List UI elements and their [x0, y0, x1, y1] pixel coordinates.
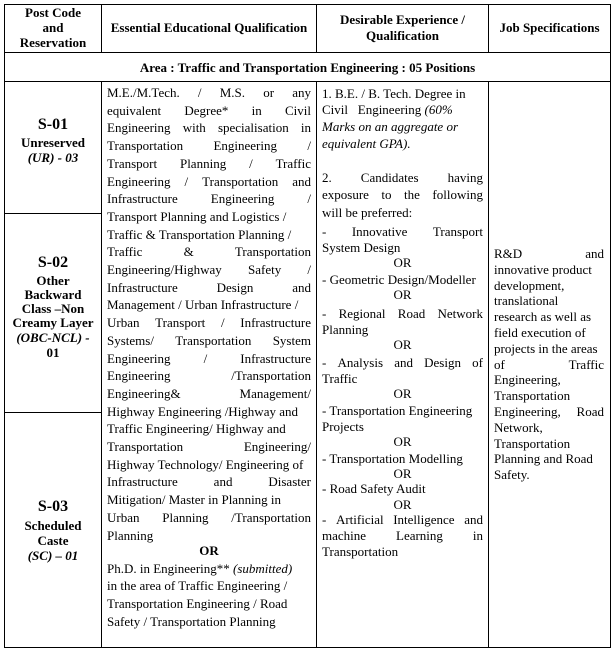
- desirable-item-word: -: [322, 512, 327, 527]
- post-s03-line2: Caste: [37, 533, 69, 548]
- essential-line-word: Engineering/: [243, 439, 311, 454]
- desirable-1-line4: equivalent GPA).: [322, 136, 411, 151]
- desirable-2-line1-word: Candidates: [360, 170, 419, 185]
- essential-line: [107, 209, 286, 225]
- desirable-item: [322, 355, 483, 371]
- desirable-item-word: -: [322, 355, 327, 370]
- essential-line: [107, 404, 298, 420]
- desirable-item: [322, 481, 426, 497]
- essential-line-word: Infrastructure: [107, 474, 178, 489]
- essential-line-word: /: [249, 156, 253, 171]
- phd-text: Ph.D. in Engineering**: [107, 561, 234, 576]
- essential-line-word: and: [292, 174, 311, 189]
- job-spec-line: [494, 325, 586, 341]
- essential-line-word: Urban: [107, 510, 140, 525]
- desirable-item-cont: [322, 528, 483, 544]
- area-title: Area : Traffic and Transportation Engineering : 05 Positions: [139, 60, 476, 75]
- desirable-item-word: - Transportation Modelling: [322, 451, 463, 466]
- essential-line: [107, 474, 311, 490]
- essential-line: [107, 138, 311, 154]
- phd-submitted: (submitted): [233, 561, 293, 576]
- job-spec-line-word: translational: [494, 293, 559, 309]
- essential-line-word: /: [184, 174, 189, 189]
- essential-line-word: Traffic & Transportation Planning /: [107, 227, 292, 242]
- desirable-item-word: Innovative: [351, 224, 408, 239]
- border-right: [610, 4, 611, 648]
- desirable-item-word: - Road Safety Audit: [322, 481, 426, 496]
- desirable-1-line1: 1. B.E. / B. Tech. Degree in: [322, 86, 466, 101]
- desirable-or: OR: [393, 255, 412, 270]
- job-spec-line: [494, 278, 564, 294]
- essential-line-word: and: [213, 474, 233, 489]
- essential-line-word: /: [203, 351, 208, 366]
- essential-line: [107, 85, 311, 101]
- essential-line-word: Engineering: [107, 351, 171, 366]
- header-job-spec: Job Specifications: [499, 20, 600, 35]
- col-divider-1b: [101, 81, 102, 648]
- essential-line-word: Infrastructure: [107, 191, 178, 206]
- desirable-item: [322, 306, 483, 322]
- essential-line: [107, 421, 286, 437]
- post-s02-line2: Backward: [24, 287, 82, 302]
- essential-line-word: Management / Urban Infrastructure /: [107, 297, 299, 312]
- essential-line-word: Transportation: [107, 138, 184, 153]
- essential-line: [107, 510, 311, 526]
- desirable-2-line2: [322, 187, 483, 203]
- essential-line: [107, 315, 311, 331]
- essential-line-word: Transport Planning and Logistics /: [107, 209, 287, 224]
- job-spec-line-word: Transportation: [494, 435, 571, 451]
- essential-line-word: Transportation: [202, 174, 279, 189]
- desirable-item-word: Regional: [338, 306, 386, 321]
- essential-line: [107, 103, 311, 119]
- desirable-1-line2: [322, 102, 453, 118]
- job-spec-line-word: innovative product: [494, 261, 592, 277]
- desirable-item-cont: [322, 322, 368, 338]
- essential-line-word: /Transportation: [231, 510, 311, 525]
- desirable-1-line3: Marks on an aggregate or: [322, 119, 459, 134]
- essential-line-word: Transportation: [107, 439, 184, 454]
- desirable-item-word: - Geometric Design/Modeller: [322, 272, 476, 287]
- area-bottom-line: [4, 81, 611, 82]
- essential-line-word: Engineering/Highway: [107, 262, 222, 277]
- essential-line-word: and: [292, 280, 311, 295]
- essential-line: [107, 191, 311, 207]
- essential-line-word: /: [307, 262, 311, 277]
- job-spec-line-word: Planning and Road: [494, 451, 593, 467]
- desirable-2-line2-word: the: [404, 187, 420, 202]
- essential-line-word: in: [251, 103, 262, 118]
- job-spec-line: [494, 357, 604, 373]
- essential-line-word: Systems/: [107, 333, 154, 348]
- phd-line3: Transportation Engineering / Road: [107, 596, 288, 611]
- essential-line-word: Traffic: [275, 156, 311, 171]
- essential-line-word: Highway Engineering /Highway and: [107, 404, 298, 419]
- essential-line: [107, 351, 311, 367]
- essential-line: [107, 368, 311, 384]
- essential-line-word: /: [220, 315, 225, 330]
- desirable-item-word: -: [322, 224, 327, 239]
- post-s02-line1: Other: [36, 273, 70, 288]
- essential-or: OR: [199, 543, 219, 558]
- post-code-s03: S-03: [37, 498, 69, 515]
- desirable-item-word: - Transportation Engineering: [322, 403, 473, 418]
- essential-line-word: Management/: [239, 386, 311, 401]
- essential-line-word: /: [307, 191, 311, 206]
- essential-line-word: Safety: [247, 262, 282, 277]
- essential-line-word: Mitigation/ Master in Planning in: [107, 492, 282, 507]
- post-s01-line1: Unreserved: [20, 135, 86, 150]
- essential-line-word: any: [292, 85, 311, 100]
- desirable-item-cont: [322, 240, 400, 256]
- desirable-or: OR: [393, 386, 412, 401]
- job-spec-line: [494, 246, 604, 262]
- desirable-item-word: of: [472, 355, 483, 370]
- essential-line-word: /: [307, 138, 311, 153]
- essential-line: [107, 528, 153, 544]
- essential-line-word: Civil: [284, 103, 311, 118]
- job-spec-line-word: projects in the areas: [494, 340, 598, 356]
- essential-line-word: Infrastructure: [240, 351, 311, 366]
- desirable-item: [322, 403, 472, 419]
- col-divider-3b: [488, 81, 489, 648]
- essential-line-word: Infrastructure: [107, 280, 178, 295]
- header-desirable-line1: Desirable Experience /: [340, 12, 465, 27]
- essential-line: [107, 120, 311, 136]
- phd-line2: in the area of Traffic Engineering /: [107, 578, 288, 593]
- job-spec-line-word: Engineering,: [494, 372, 561, 388]
- desirable-2-line2-word: following: [432, 187, 483, 202]
- post-s03-line1: Scheduled: [24, 518, 82, 533]
- job-spec-line-word: Safety.: [494, 467, 530, 483]
- post-s02-line3: Class –Non: [21, 301, 85, 316]
- essential-line-word: Engineering: [107, 368, 171, 383]
- job-spec-line-word: Engineering,: [494, 404, 561, 419]
- essential-line: [107, 280, 311, 296]
- job-spec-line: [494, 420, 543, 436]
- desirable-item-word: and: [464, 512, 483, 527]
- job-spec-line: [494, 309, 591, 325]
- desirable-item-word: Transport: [432, 224, 483, 239]
- desirable-item-word: Intelligence: [393, 512, 455, 527]
- essential-line-word: Traffic Engineering/ Highway and: [107, 421, 286, 436]
- desirable-2-line1: [322, 170, 483, 186]
- desirable-item: [322, 451, 463, 467]
- job-spec-line-word: research as well as: [494, 309, 592, 325]
- essential-line: [107, 386, 311, 402]
- desirable-2-line3-word: will be preferred:: [322, 205, 413, 220]
- desirable-2-line1-word: having: [447, 170, 483, 185]
- essential-line-word: Engineering: [213, 138, 277, 153]
- post-s02-line6: 01: [46, 345, 60, 360]
- post-row-divider-1: [4, 213, 102, 214]
- essential-line: [107, 492, 281, 508]
- desirable-item-cont-word: Learning: [396, 528, 443, 543]
- essential-line: [107, 262, 311, 278]
- essential-line-word: or: [263, 85, 275, 100]
- desirable-2-line3: [322, 205, 412, 221]
- header-post-code-line1: Post Code: [25, 5, 81, 20]
- job-spec-line-word: Network,: [494, 419, 543, 435]
- essential-line-word: specialisation: [217, 120, 289, 135]
- essential-line-word: /: [197, 85, 202, 100]
- desirable-item-cont: [322, 371, 357, 387]
- desirable-item-cont: [322, 544, 398, 560]
- job-spec-line: [494, 467, 530, 483]
- job-spec-line-word: and: [585, 246, 604, 261]
- desirable-item-cont-word: Transportation: [322, 544, 399, 559]
- desirable-item: [322, 512, 483, 528]
- essential-line: [107, 457, 303, 473]
- job-spec-line: [494, 372, 561, 388]
- desirable-item-cont-word: System Design: [322, 240, 401, 255]
- essential-line-word: Disaster: [268, 474, 311, 489]
- col-divider-2b: [316, 81, 317, 648]
- essential-line-word: Infrastructure: [240, 315, 311, 330]
- phd-line4: Safety / Transportation Planning: [107, 614, 276, 629]
- job-spec-line: [494, 404, 604, 420]
- desirable-item-word: Artificial: [335, 512, 384, 527]
- desirable-item-cont-word: Planning: [322, 322, 369, 337]
- post-s03-line3: (SC) – 01: [27, 548, 79, 563]
- job-spec-line-word: of: [494, 356, 505, 372]
- essential-line-word: Planning: [162, 510, 209, 525]
- desirable-1-civil: Civil Engineering: [322, 102, 425, 117]
- essential-line-word: Engineering: [107, 174, 171, 189]
- essential-line-word: Engineering&: [107, 386, 181, 401]
- job-spec-line-word: Traffic: [568, 356, 604, 372]
- post-s02-line5: (OBC-NCL) -: [16, 330, 90, 345]
- header-post-code-line3: Reservation: [19, 35, 87, 50]
- job-spec-line-word: field execution of: [494, 325, 586, 340]
- essential-line-word: &: [183, 244, 194, 259]
- essential-line-word: Engineering: [107, 120, 171, 135]
- essential-line-word: Traffic: [107, 244, 143, 259]
- job-spec-line-word: R&D: [494, 246, 523, 261]
- essential-line: [107, 439, 311, 455]
- job-spec-line: [494, 262, 592, 278]
- job-spec-line: [494, 451, 593, 467]
- essential-line-word: Degree*: [184, 103, 229, 118]
- essential-line-word: equivalent: [107, 103, 162, 118]
- desirable-item-word: Road: [397, 306, 426, 321]
- desirable-or: OR: [393, 337, 412, 352]
- desirable-item-cont-word: Traffic: [322, 371, 358, 386]
- job-spec-line-word: development,: [494, 277, 565, 293]
- job-spec-line: [494, 341, 598, 357]
- post-s02-line4: Creamy Layer: [12, 315, 94, 330]
- desirable-item-cont-word: in: [472, 528, 483, 543]
- essential-line-word: /Transportation: [231, 368, 311, 383]
- essential-line-word: Engineering: [210, 191, 275, 206]
- border-bottom: [4, 647, 611, 648]
- essential-line-word: Transport: [107, 156, 158, 171]
- job-spec-line: [494, 293, 558, 309]
- essential-line-word: Design: [216, 280, 254, 295]
- desirable-or: OR: [393, 466, 412, 481]
- job-spec-line: [494, 388, 570, 404]
- header-qualification: Essential Educational Qualification: [110, 20, 308, 35]
- desirable-item: [322, 272, 476, 288]
- desirable-item-cont-word: machine: [322, 528, 367, 543]
- post-row-divider-2: [4, 412, 102, 413]
- essential-line-word: in: [300, 120, 311, 135]
- essential-line: [107, 174, 311, 190]
- job-spec-line-word: Transportation: [494, 388, 571, 404]
- essential-line-word: Highway Technology/ Engineering of: [107, 457, 304, 472]
- desirable-item-cont: [322, 419, 364, 435]
- desirable-or: OR: [393, 287, 412, 302]
- desirable-item-cont-word: Projects: [322, 419, 364, 434]
- essential-line: [107, 244, 311, 260]
- desirable-2-line2-word: exposure: [322, 187, 369, 202]
- post-code-s01: S-01: [37, 116, 69, 133]
- desirable-2-line2-word: to: [381, 187, 392, 202]
- essential-line: [107, 333, 311, 349]
- essential-line-word: Planning: [179, 156, 227, 171]
- phd-line1: [107, 561, 292, 577]
- post-s01-line2: (UR) - 03: [27, 150, 79, 165]
- essential-line-word: System: [272, 333, 311, 348]
- header-post-code-line2: and: [42, 20, 64, 35]
- desirable-item: [322, 224, 483, 240]
- essential-line: [107, 156, 311, 172]
- header-desirable-line2: Qualification: [366, 28, 439, 43]
- job-spec-line-word: Road: [576, 404, 604, 419]
- desirable-item-word: Analysis: [337, 355, 384, 370]
- desirable-item-word: and: [394, 355, 413, 370]
- desirable-or: OR: [393, 434, 412, 449]
- desirable-1-marks: (60%: [424, 102, 453, 117]
- essential-line-word: Transportation: [234, 244, 311, 259]
- desirable-or: OR: [393, 497, 412, 512]
- essential-line-word: M.E./M.Tech.: [107, 85, 180, 100]
- essential-line: [107, 227, 291, 243]
- header-bottom-line: [4, 52, 611, 53]
- essential-line-word: Transportation: [175, 333, 252, 348]
- essential-line-word: Transport: [155, 315, 206, 330]
- post-code-s02: S-02: [37, 254, 69, 271]
- desirable-item-word: Design: [424, 355, 461, 370]
- essential-line-word: Planning: [107, 528, 154, 543]
- desirable-2-line1-word: 2.: [322, 170, 332, 185]
- essential-line-word: with: [182, 120, 206, 135]
- job-spec-line: [494, 436, 570, 452]
- essential-line-word: M.S.: [219, 85, 246, 100]
- essential-line: [107, 297, 298, 313]
- desirable-item-word: -: [322, 306, 327, 321]
- essential-line-word: Urban: [107, 315, 140, 330]
- desirable-item-word: Network: [437, 306, 483, 321]
